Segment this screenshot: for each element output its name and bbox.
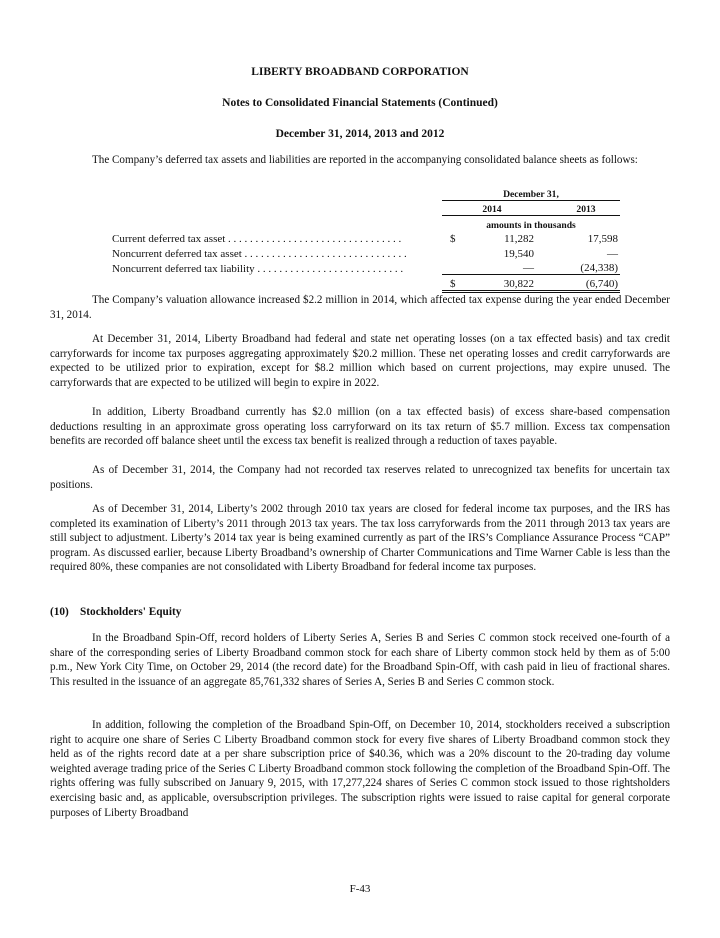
table-units-row bbox=[112, 216, 620, 231]
paragraph-net-operating-losses: At December 31, 2014, Liberty Broadband had federal and state net operating losses (on a tax effected basis) and tax credit carryforwards for income tax purposes aggregating approximately $20.2 million. These net operating losses and credit carryforwards are expected to be utilized prior to expiration, except for $8.2 million which based on current projections, may expire unused. The carryforwards that are expected to be utilized will begin to expire in 2022. bbox=[50, 333, 670, 389]
table-year-header-row bbox=[112, 200, 620, 216]
dollar-sign bbox=[442, 260, 472, 275]
section-heading bbox=[50, 606, 181, 618]
table-row bbox=[112, 260, 620, 275]
col-header-2013: 2013 bbox=[542, 200, 620, 216]
total-dollar-sign: $ bbox=[442, 275, 472, 292]
table-group-header: December 31, bbox=[442, 185, 620, 200]
paragraph-rights-offering: In addition, following the completion of the Broadband Spin-Off, on December 10, 2014, stockholders received a subscription right to acquire one share of Series C Liberty Broadband common stock for every five shares of Liberty Broadband common stock they held as of the rights record date at a per share subscription price of $40.36, which was a 20% discount to the 20-trading day volume weighted average trading price of the Series C Liberty Broadband common stock following the completion of the Broadband Spin-Off. The rights offering was fully subscribed on January 9, 2015, with 17,277,224 shares of Series C common stock issued to those rightsholders exercising basic and, as applicable, oversubscription privileges. The subscription rights were issued to raise capital for general corporate purposes of Liberty Broadband bbox=[50, 719, 670, 819]
value-2014: — bbox=[472, 260, 542, 275]
table-total-row bbox=[112, 275, 620, 292]
value-2014: 11,282 bbox=[504, 233, 534, 245]
value-2013: — bbox=[607, 247, 618, 260]
total-2013: (6,740) bbox=[542, 275, 620, 292]
paragraph-share-based-compensation: In addition, Liberty Broadband currently has $2.0 million (on a tax effected basis) of excess share-based compensation deductions resulting in an approximate gross operating loss carryforward on its tax return of $5.7 million. Excess tax compensation benefits are recorded off balance sheet until the excess tax benefit is realized through a reduction of taxes payable. bbox=[50, 406, 670, 448]
company-name: LIBERTY BROADBAND CORPORATION bbox=[251, 66, 469, 78]
intro-paragraph bbox=[50, 153, 670, 168]
section-number: (10) bbox=[50, 606, 69, 618]
value-2014: 19,540 bbox=[503, 247, 534, 260]
row-label: Noncurrent deferred tax asset . . . . . . . . . . . . . . . . . . . . . . . . . . . . . . bbox=[112, 247, 407, 260]
dollar-sign bbox=[442, 245, 472, 260]
paragraph-valuation-allowance: The Company’s valuation allowance increased $2.2 million in 2014, which affected tax expense during the year ended December 31, 2014. bbox=[50, 294, 670, 321]
value-2013: (24,338) bbox=[542, 260, 620, 275]
table-units: amounts in thousands bbox=[486, 219, 576, 231]
row-label: Current deferred tax asset . . . . . . . . . . . . . . . . . . . . . . . . . . . . . . . . bbox=[112, 233, 402, 245]
table-row bbox=[112, 231, 620, 246]
document-dateline: December 31, 2014, 2013 and 2012 bbox=[275, 128, 445, 140]
section-title: Stockholders' Equity bbox=[80, 606, 182, 618]
dollar-sign: $ bbox=[450, 233, 456, 245]
total-2014: 30,822 bbox=[472, 275, 542, 292]
table-group-header-row bbox=[112, 185, 620, 200]
document-subtitle: Notes to Consolidated Financial Statements (Continued) bbox=[222, 97, 498, 109]
paragraph-tax-years: As of December 31, 2014, Liberty’s 2002 through 2010 tax years are closed for federal income tax purposes, and the IRS has completed its examination of Liberty’s 2011 through 2013 tax years. The tax loss carryforwards from the 2011 through 2013 tax years are still subject to adjustment. Liberty’s 2014 tax year is being examined currently as part of the IRS’s Compliance Assurance Process “CAP” program. As discussed earlier, because Liberty Broadband’s ownership of Charter Communications and Time Warner Cable is less than the required 80%, these companies are not consolidated with Liberty Broadband for federal income tax purposes. bbox=[50, 503, 670, 574]
table-row bbox=[112, 245, 620, 260]
value-2013: 17,598 bbox=[587, 233, 618, 245]
col-header-2014: 2014 bbox=[442, 200, 542, 216]
paragraph-spin-off: In the Broadband Spin-Off, record holders of Liberty Series A, Series B and Series C common stock received one-fourth of a share of the corresponding series of Liberty Broadband common stock for each share of Liberty common stock held by them as of 5:00 p.m., New York City Time, on October 29, 2014 (the record date) for the Broadband Spin-Off, with cash paid in lieu of fractional shares. This resulted in the issuance of an aggregate 85,761,332 shares of Series A, Series B and Series C common stock. bbox=[50, 632, 670, 688]
page-number: F-43 bbox=[349, 883, 371, 895]
intro-text: The Company’s deferred tax assets and liabilities are reported in the accompanying consolidated balance sheets as follows: bbox=[92, 154, 638, 166]
paragraph-tax-reserves: As of December 31, 2014, the Company had not recorded tax reserves related to unrecognized tax benefits for uncertain tax positions. bbox=[50, 464, 670, 491]
row-label: Noncurrent deferred tax liability . . . . . . . . . . . . . . . . . . . . . . . . . . . bbox=[112, 262, 404, 275]
deferred-tax-table bbox=[112, 185, 620, 293]
